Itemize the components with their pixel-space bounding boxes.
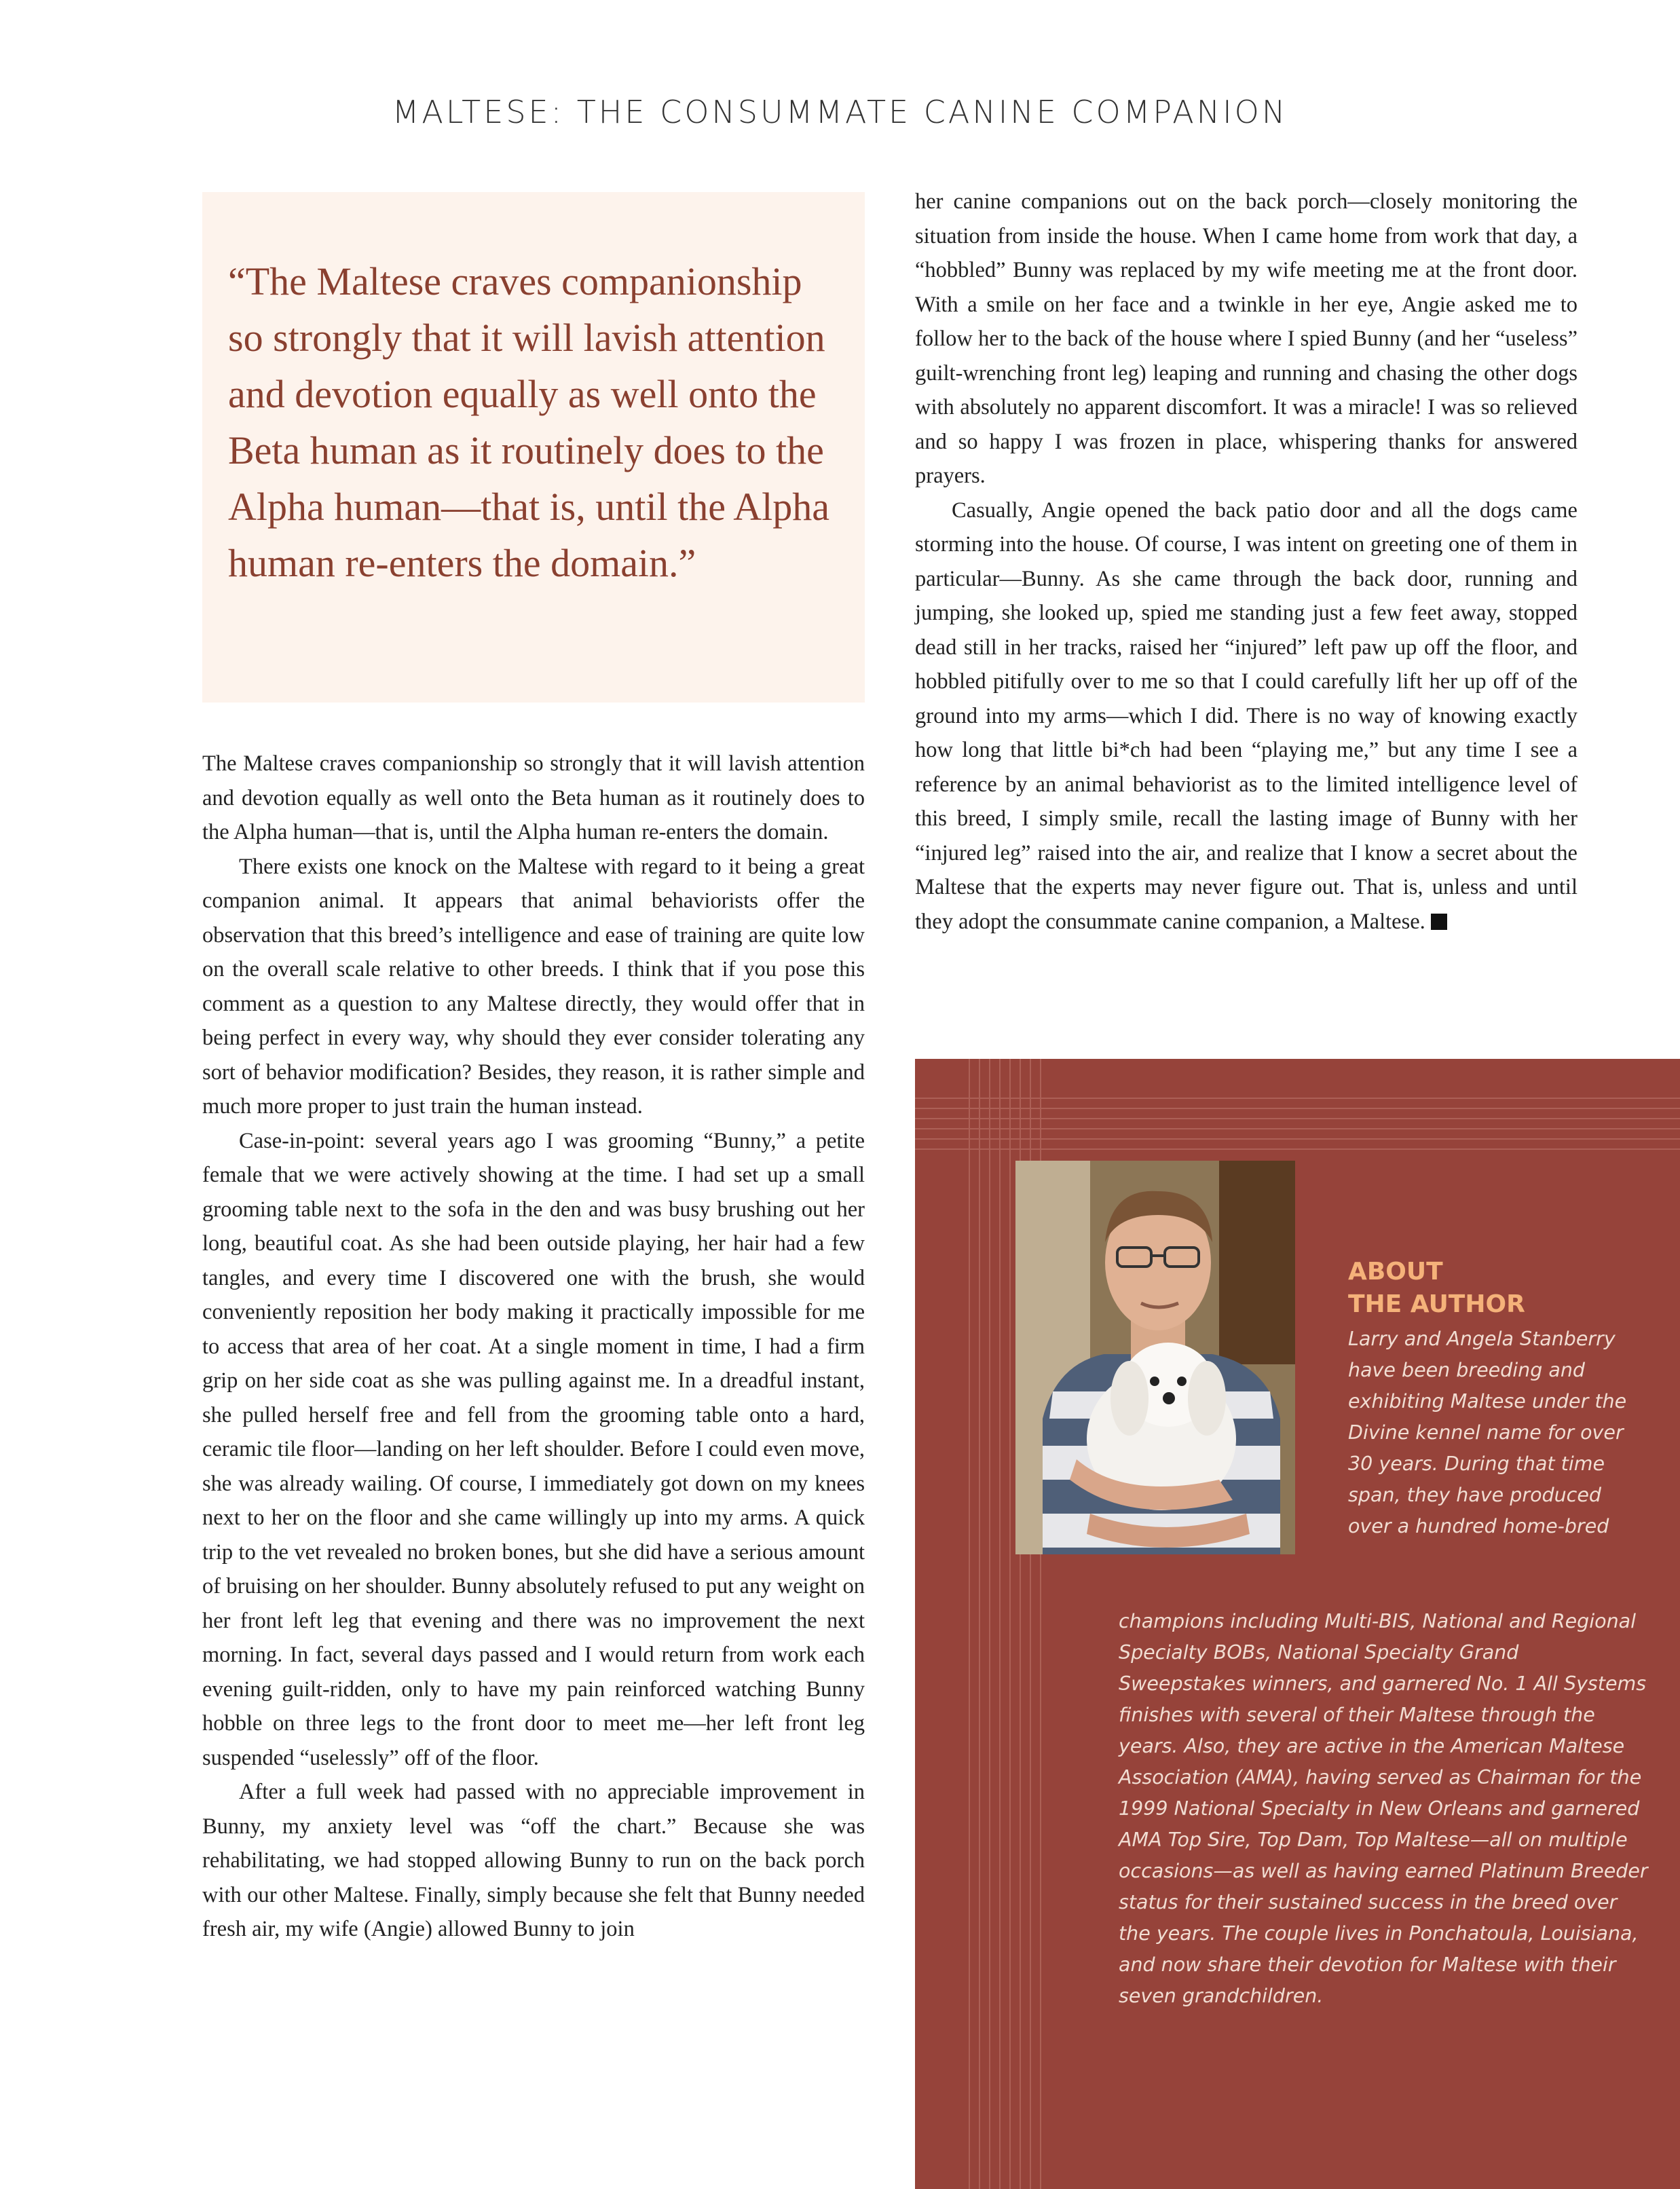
article-paragraph: There exists one knock on the Maltese with regard to it being a great companion animal. It appears that animal behaviorists offer the observation that this breed’s intelligence and ease of training are quite low on the overall scale relative to other breeds. I think that if you pose this comment as a question to any Maltese directly, they would offer that in being perfect in every way, why should they ever consider tolerating any sort of behavior modification? Besides, they reason, it is rather simple and much more proper to just train the human instead. (202, 854, 865, 1119)
about-the-author-heading (1348, 1256, 1620, 1321)
article-paragraph: Case-in-point: several years ago I was grooming “Bunny,” a petite female that we were actively showing at the time. I had set up a small grooming table next to the sofa in the den and was busy brushing out her long, beautiful coat. As she had been outside playing, her hair had a few tangles, and every time I discovered one with the brush, she would conveniently reposition her body making it practically impossible for me to access that area of her coat. At a single moment in time, I had a firm grip on her side coat as she was pulling against me. In a dreadful instant, she pulled herself free and fell from the grooming table onto a hard, ceramic tile floor—landing on her left shoulder. Before I could even move, she was already wailing. Of course, I immediately got down on my knees next to her on the floor and she came willingly up into my arms. A quick trip to the vet revealed no broken bones, but she did have a serious amount of bruising on her shoulder. Bunny absolutely refused to put any weight on her front left leg that evening and there was no improvement the next morning. In fact, several days passed and I would return from work each evening guilt-ridden, only to have my pain reinforced watching Bunny hobble on three legs to the front door to meet me—her left front leg suspended “uselessly” off of the floor. (202, 1128, 865, 1770)
article-paragraph: After a full week had passed with no appreciable improvement in Bunny, my anxiety level was “off the chart.” Because she was rehabilitating, we had stopped allowing Bunny to run on the back porch with our other Maltese. Finally, simply because she felt that Bunny needed fresh air, my wife (Angie) allowed Bunny to join (202, 1780, 865, 1941)
page-header: MALTESE: THE CONSUMMATE CANINE COMPANION (392, 94, 1288, 130)
article-paragraph: The Maltese craves companionship so strongly that it will lavish attention and devotion equally as well onto the Beta human as it routinely does to the Alpha human—that is, until the Alpha human re-enters the domain. (202, 751, 865, 844)
pull-quote: “The Maltese craves companionship so strongly that it will lavish attention and devotion equally as well onto the Beta human as it routinely does to the Alpha human—that is, until the Alpha human re-enters the domain.” (228, 259, 830, 585)
article-column-right (915, 185, 1578, 939)
article-paragraph-text: Casually, Angie opened the back patio door and all the dogs came storming into the house. Of course, I was intent on greeting one of them in particular—Bunny. As she came through the back door, running and jumping, she looked up, spied me standing just a few feet away, stopped dead still in her tracks, raised her “injured” left paw up off the floor, and hobbled pitifully over to me so that I could carefully lift her up off of the ground into my arms—which I did. There is no way of knowing exactly how long that little bi*ch had been “playing me,” but any time I see a reference by an animal behaviorist as to the limited intelligence level of this breed, I simply smile, recall the lasting image of Bunny with her “injured leg” raised into the air, and realize that I know a secret about the Maltese that the experts may never figure out. That is, unless and until they adopt the consummate canine companion, a Maltese. (915, 498, 1578, 934)
author-photo (1015, 1161, 1295, 1554)
author-bio-top: Larry and Angela Stanberry have been breeding and exhibiting Maltese under the Divine kennel name for over 30 years. During that time span, they have produced over a hundred home-bred (1348, 1328, 1627, 1537)
article-paragraph-last (915, 493, 1578, 939)
heading-line-1: ABOUT (1348, 1258, 1443, 1286)
end-of-article-mark (1431, 914, 1447, 930)
heading-line-2: THE AUTHOR (1348, 1290, 1525, 1318)
pull-quote-box (202, 192, 865, 703)
article-column-left (202, 747, 865, 1947)
author-with-maltese-illustration (1015, 1161, 1295, 1554)
author-bio-bottom: champions including Multi-BIS, National and Regional Specialty BOBs, National Specialty Grand Sweepstakes winners, and garnered No. 1 All Systems finishes with several of their Maltese through the years. Also, they are active in the American Maltese Association (AMA), having served as Chairman for the 1999 National Specialty in New Orleans and garnered AMA Top Sire, Top Dam, Top Maltese—all on multiple occasions—as well as having earned Platinum Breeder status for their sustained success in the breed over the years. The couple lives in Ponchatoula, Louisiana, and now share their devotion for Maltese with their seven grandchildren. (1119, 1610, 1648, 2007)
about-the-author-box (915, 1059, 1680, 2189)
article-paragraph: her canine companions out on the back porch—closely monitoring the situation from inside the house. When I came home from work that day, a “hobbled” Bunny was replaced by my wife meeting me at the front door. With a smile on her face and a twinkle in her eye, Angie asked me to follow her to the back of the house where I spied Bunny (and her “useless” guilt-wrenching front leg) leaping and running and chasing the other dogs with absolutely no apparent discomfort. It was a miracle! I was so relieved and so happy I was frozen in place, whispering thanks for answered prayers. (915, 189, 1578, 488)
